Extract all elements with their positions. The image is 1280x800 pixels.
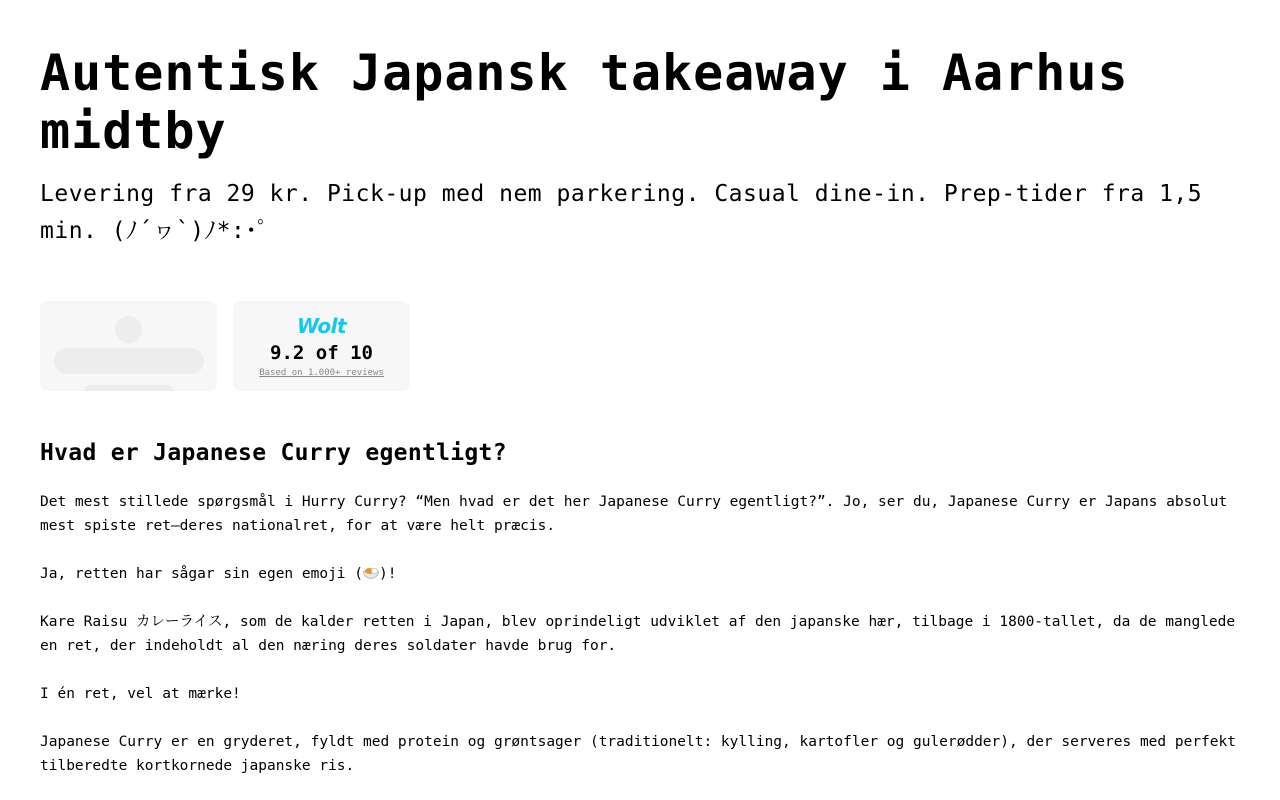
wolt-review-count-link[interactable]: Based on 1.000+ reviews bbox=[259, 368, 384, 378]
wolt-score: 9.2 of 10 bbox=[270, 342, 373, 364]
hero-title: Autentisk Japansk takeaway i Aarhus midtby bbox=[40, 44, 1129, 160]
section-title: Hvad er Japanese Curry egentligt? bbox=[40, 440, 507, 466]
paragraph: I én ret, vel at mærke! bbox=[40, 686, 241, 702]
paragraph-text: Ja, retten har sågar sin egen emoji ( bbox=[40, 566, 364, 582]
skeleton-bar-small bbox=[84, 385, 174, 391]
wolt-review-card[interactable] bbox=[233, 301, 410, 391]
paragraph-text: )! bbox=[379, 566, 397, 582]
paragraph: Kare Raisu カレーライス, som de kalder retten i Japan, blev oprindeligt udviklet af den japanske hær, tilbage i 1800-tallet, da de manglede en ret, der indeholdt al den næring deres soldater havde brug for. bbox=[40, 614, 1236, 654]
review-widgets bbox=[40, 301, 1240, 391]
review-card-loading bbox=[40, 301, 217, 391]
skeleton-bar bbox=[54, 348, 204, 374]
curry-rice-icon bbox=[363, 567, 379, 579]
hero-subtitle: Levering fra 29 kr. Pick-up med nem parkering. Casual dine-in. Prep-tider fra 1,5 min. (ﾉ´ヮ`)ﾉ*:･ﾟ bbox=[40, 181, 1203, 244]
wolt-logo: Wolt bbox=[296, 314, 347, 338]
section-body bbox=[40, 490, 1240, 778]
skeleton-avatar bbox=[115, 316, 142, 343]
paragraph-emoji bbox=[40, 562, 1240, 586]
paragraph: Det mest stillede spørgsmål i Hurry Curry? “Men hvad er det her Japanese Curry egentligt?”. Jo, ser du, Japanese Curry er Japans absolut mest spiste ret–deres nationalret, for at være helt præcis. bbox=[40, 494, 1228, 534]
paragraph: Japanese Curry er en gryderet, fyldt med protein og grøntsager (traditionelt: kylling, kartofler og gulerødder), der serveres med perfekt tilberedte kortkornede japanske ris. bbox=[40, 734, 1236, 774]
